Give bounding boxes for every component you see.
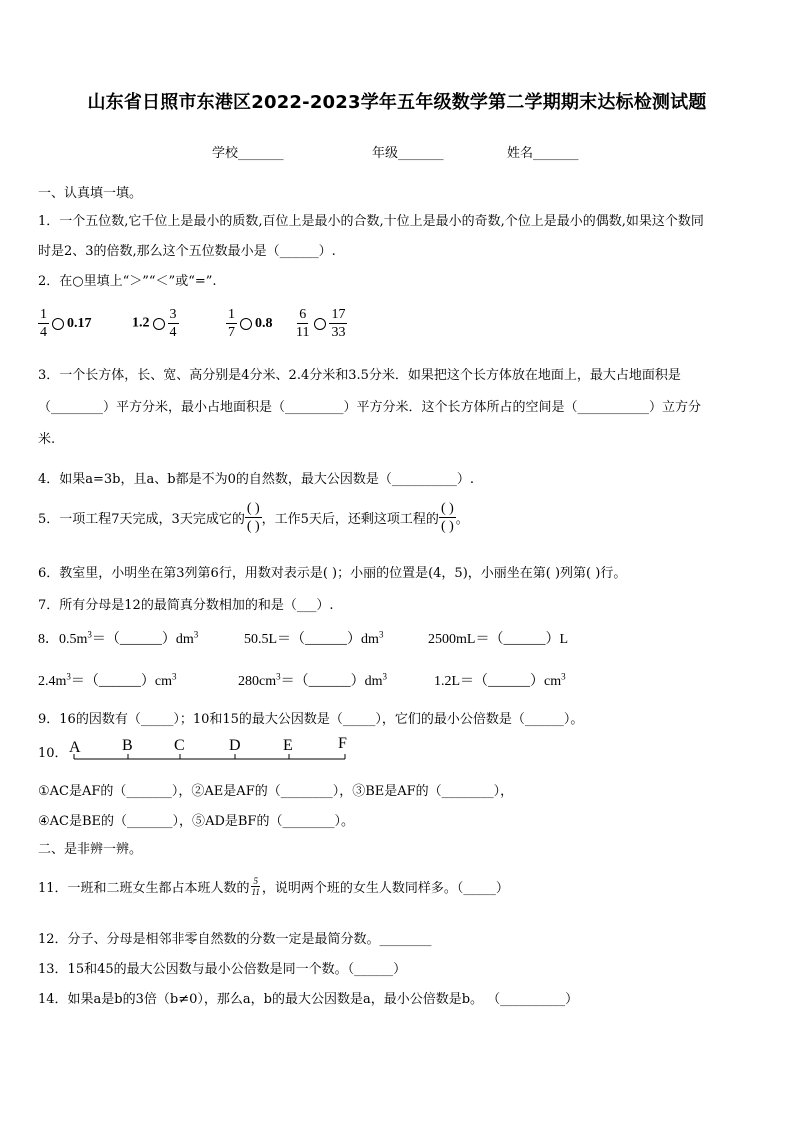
q1-line2: 时是2、3的倍数,那么这个五位数最小是（______）. (38, 244, 336, 259)
blank-fraction: $\frac{( )}{( )}$ (246, 501, 260, 534)
q4-text: 4．如果a=3b，且a、b都是不为0的自然数，最大公因数是（__________）. (38, 472, 474, 487)
q3-line2: （________）平方分米，最小占地面积是（_________）平方分米．这个长方体所占的空间是（___________）立方分 (38, 400, 702, 415)
fraction: $\frac{5}{11}$ (251, 876, 260, 897)
q13-text: 13．15和45的最大公因数与最小公倍数是同一个数。（______） (38, 962, 407, 977)
q1-line1: 1．一个五位数,它千位上是最小的质数,百位上是最小的合数,十位上是最小的奇数,个位上是最小的偶数,如果这个数同 (38, 214, 704, 229)
q8-item-3: 2500mL＝（______）L (428, 632, 568, 647)
section-heading-1: 一、认真填一填。 (38, 186, 143, 201)
q10-segment-diagram (64, 734, 364, 764)
q7-text: 7．所有分母是12的最简真分数相加的和是（___）. (38, 598, 334, 613)
q11-text: 11．一班和二班女生都占本班人数的 $\frac{5}{11}$ ，说明两个班的女生人数同样多。（_____） (38, 876, 509, 897)
q5-text: 5．一项工程7天完成，3天完成它的 $\frac{( )}{( )}$ ，工作5天后，还剩这项工程的 $\frac{( )}{( )}$ 。 (38, 501, 469, 534)
q8-item-6: $1.2L=(\_\_\_\_\_\_)cm^3$ (434, 671, 566, 689)
q2-item-4 (294, 306, 347, 341)
point-e-label: E (283, 737, 293, 754)
q10-ticks (74, 754, 345, 759)
fraction: $\frac{3}{4}$ (169, 307, 177, 340)
blank-fraction: $\frac{( )}{( )}$ (440, 501, 454, 534)
q3-line3: 米. (38, 432, 56, 447)
q3-line1: 3．一个长方体，长、宽、高分别是4分米、2.4分米和3.5分米．如果把这个长方体放在地面上，最大占地面积是 (38, 368, 681, 383)
school-field: 学校_______ (212, 146, 284, 161)
q9-text: 9．16的因数有（_____）；10和15的最大公因数是（_____），它们的最小公倍数是（______）。 (38, 712, 584, 727)
q8-item-1: 8．$0.5m^3=(\_\_\_\_\_\_)dm^3$ (38, 629, 199, 647)
compare-circle (153, 318, 165, 330)
q2-text: 2．在○里填上“＞”“＜”或“=”. (38, 274, 217, 289)
fraction: $\frac{1}{4}$ (40, 307, 47, 340)
q10-line2: ④AC是BE的（_______），⑤AD是BF的（________）。 (38, 814, 354, 829)
fraction: $\frac{17}{33}$ (331, 307, 346, 340)
q8-item-5: $280cm^3=(\_\_\_\_\_\_)dm^3$ (238, 671, 387, 689)
q12-text: 12．分子、分母是相邻非零自然数的分数一定是最简分数。________ (38, 932, 432, 947)
q10-label: 10． (38, 746, 68, 761)
compare-circle (240, 318, 252, 330)
point-d-label: D (229, 737, 241, 754)
point-a-label: A (69, 739, 81, 756)
grade-field: 年级_______ (372, 146, 444, 161)
q8-item-2: $50.5L=(\_\_\_\_\_\_)dm^3$ (244, 629, 384, 647)
q14-text: 14．如果a是b的3倍（b≠0），那么a，b的最大公因数是a，最小公倍数是b。 （__________） (38, 992, 579, 1007)
q8-item-4: $2.4m^3=(\_\_\_\_\_\_)cm^3$ (38, 671, 177, 689)
fraction: $\frac{1}{7}$ (228, 307, 235, 340)
q6-text: 6．教室里，小明坐在第3列第6行，用数对表示是( )；小丽的位置是(4，5)，小丽坐在第( )列第( )行。 (38, 566, 627, 581)
page-title: 山东省日照市东港区2022-2023学年五年级数学第二学期期末达标检测试题 (87, 92, 707, 113)
compare-circle (314, 318, 326, 330)
fraction: $\frac{6}{11}$ (296, 307, 310, 340)
q2-item-3: $\frac{1}{7}$ 0.8 (228, 307, 273, 340)
compare-circle (52, 318, 64, 330)
q2-item-1: $\frac{1}{4}$ 0.17 (40, 307, 92, 340)
point-b-label: B (122, 737, 133, 754)
point-c-label: C (174, 737, 185, 754)
q2-item-2: 1.2 $\frac{3}{4}$ (132, 307, 177, 340)
q10-line1: ①AC是AF的（_______），②AE是AF的（________），③BE是AF的（________）， (38, 784, 514, 799)
section-heading-2: 二、是非辨一辨。 (38, 842, 143, 857)
name-field: 姓名_______ (507, 146, 579, 161)
point-f-label: F (338, 735, 347, 752)
